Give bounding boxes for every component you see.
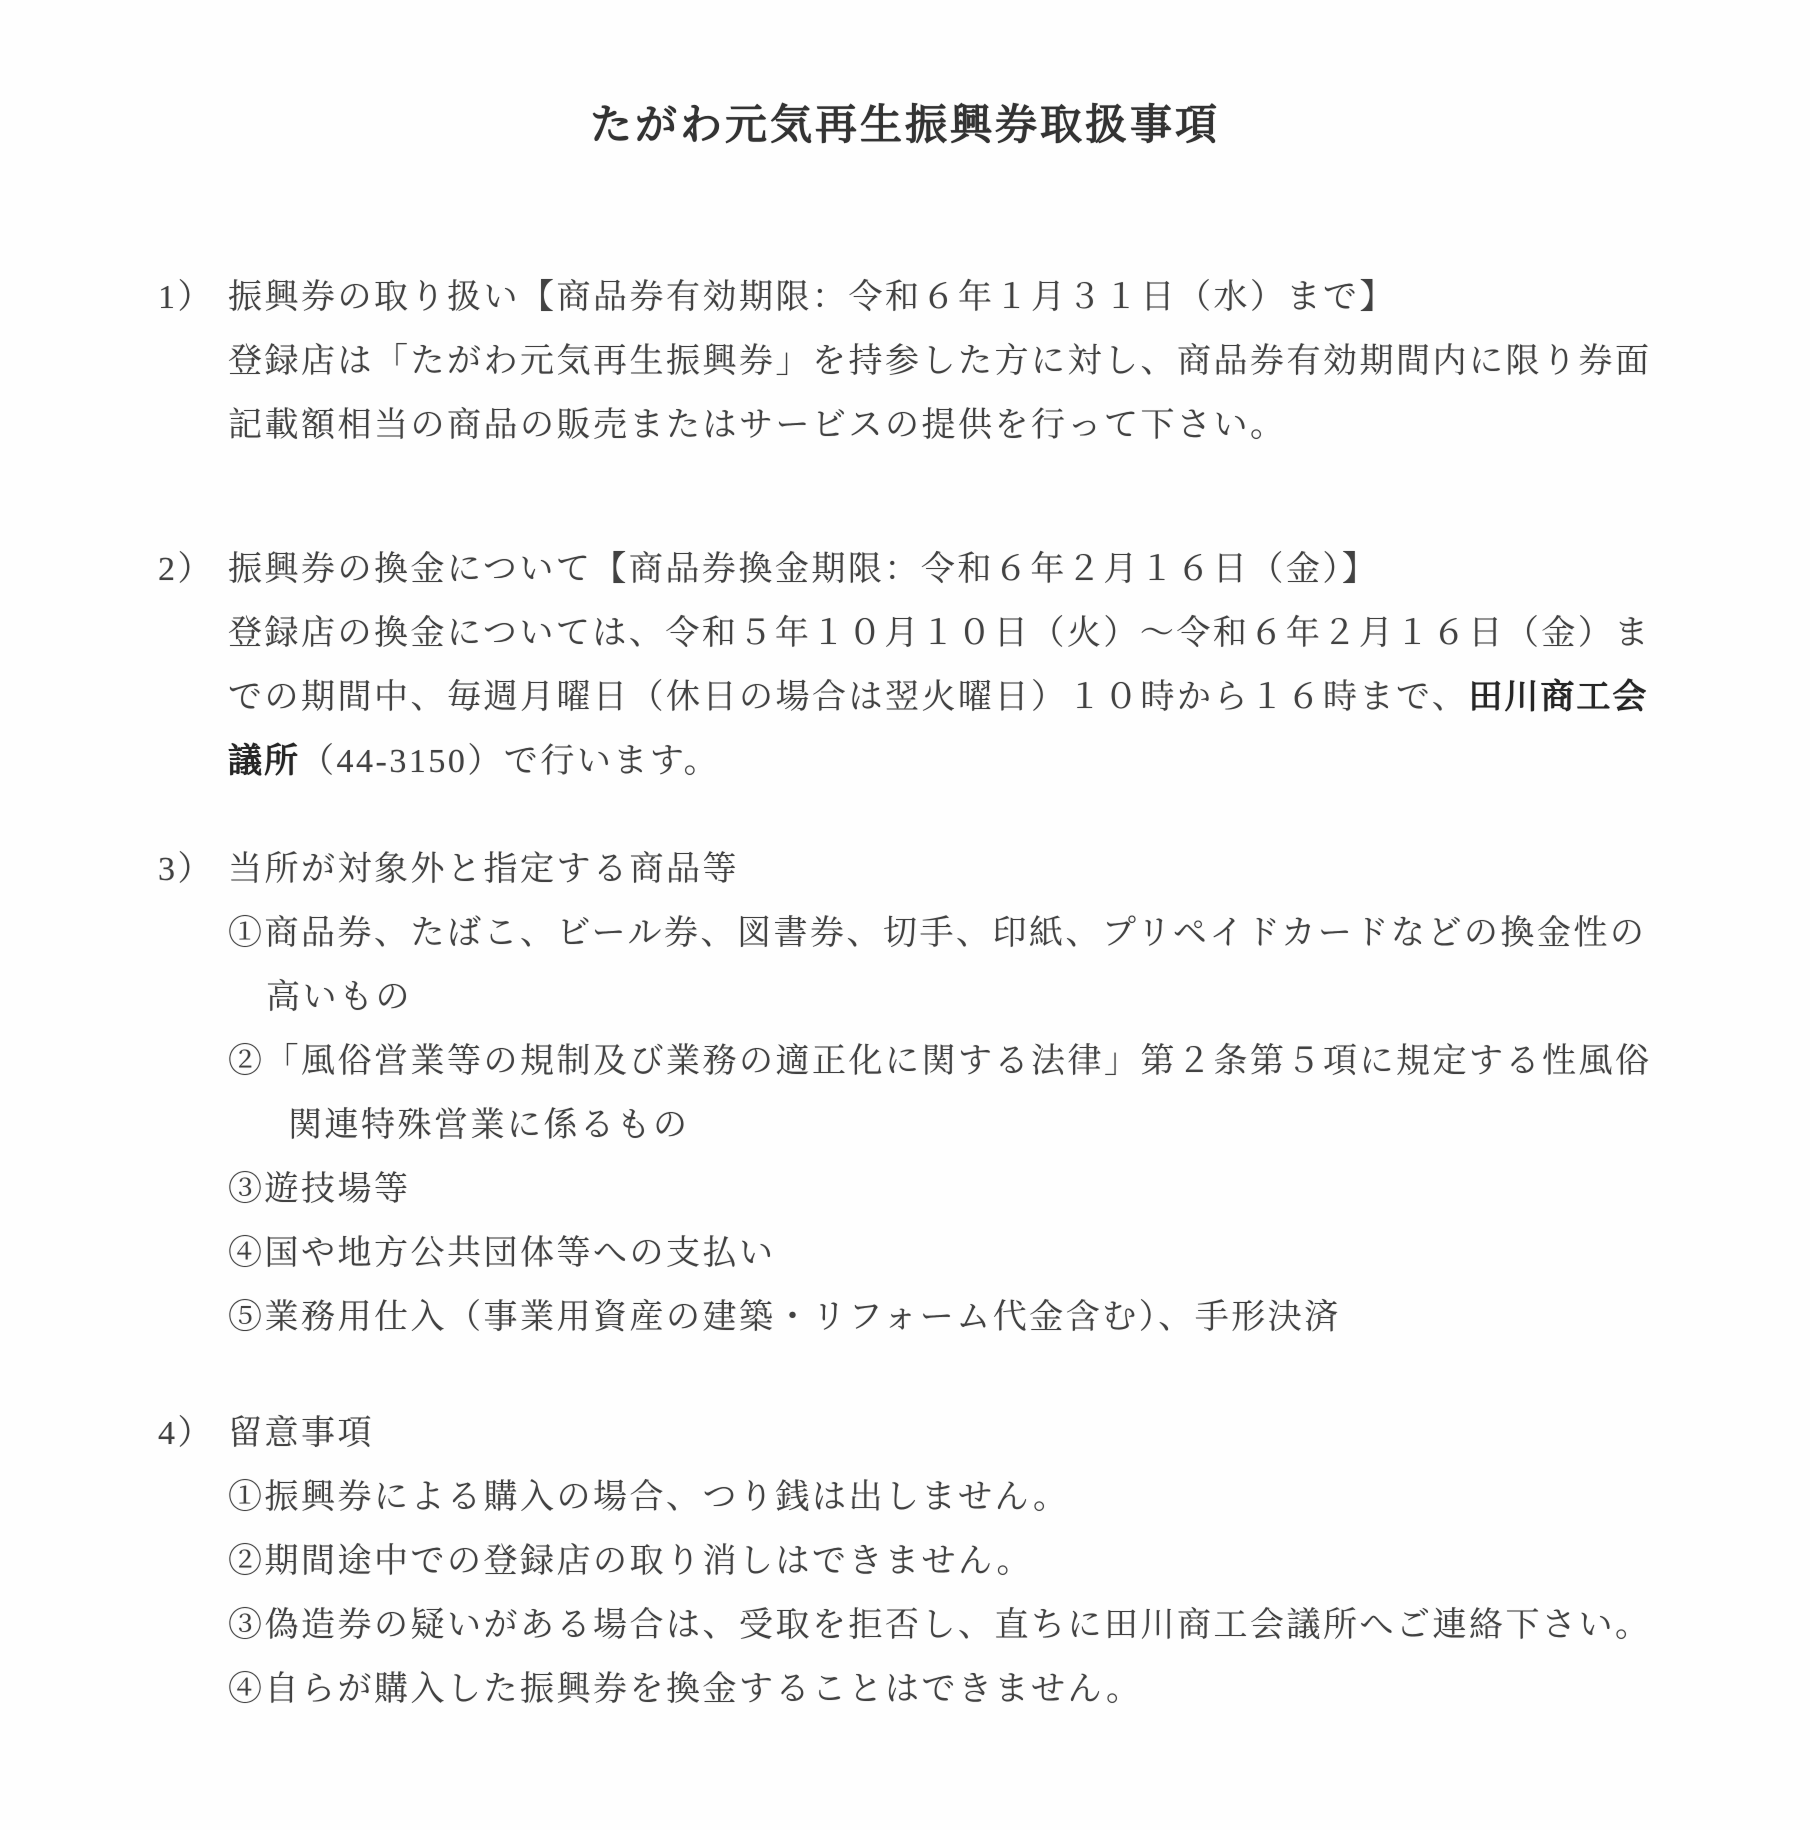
section-2-line2-regular: での期間中、毎週月曜日（休日の場合は翌火曜日）１０時から１６時まで、 bbox=[228, 679, 1469, 716]
note-item-1: ①振興券による購入の場合、つり銭は出しません。 bbox=[228, 1479, 1070, 1516]
section-1-body-line: 記載額相当の商品の販売またはサービスの提供を行って下さい。 bbox=[228, 407, 1287, 444]
section-2-heading bbox=[0, 538, 1810, 602]
section-1-number: 1） bbox=[158, 279, 214, 316]
section-1-body-line: 登録店は「たがわ元気再生振興券」を持参した方に対し、商品券有効期間内に限り券面 bbox=[228, 343, 1652, 380]
section-4-number: 4） bbox=[158, 1415, 214, 1452]
section-3-heading bbox=[0, 838, 1810, 902]
excluded-item-4: ④国や地方公共団体等への支払い bbox=[228, 1235, 776, 1272]
section-voucher-redemption bbox=[0, 538, 1810, 794]
note-item-4: ④自らが購入した振興券を換金することはできません。 bbox=[228, 1671, 1143, 1708]
excluded-item-2: ②「風俗営業等の規制及び業務の適正化に関する法律」第２条第５項に規定する性風俗 bbox=[228, 1043, 1652, 1080]
note-item-3: ③偽造券の疑いがある場合は、受取を拒否し、直ちに田川商工会議所へご連絡下さい。 bbox=[228, 1607, 1652, 1644]
section-2-number: 2） bbox=[158, 551, 214, 588]
section-4-heading-text: 留意事項 bbox=[228, 1415, 374, 1452]
section-2-heading-text: 振興券の換金について【商品券換金期限：令和６年２月１６日（金）】 bbox=[228, 551, 1379, 588]
excluded-item-3: ③遊技場等 bbox=[228, 1171, 411, 1208]
section-3-heading-text: 当所が対象外と指定する商品等 bbox=[228, 851, 739, 888]
section-1-heading bbox=[0, 266, 1810, 330]
section-excluded-items bbox=[0, 838, 1810, 1350]
section-notes bbox=[0, 1402, 1810, 1722]
section-4-heading bbox=[0, 1402, 1810, 1466]
section-2-body-line bbox=[0, 730, 1810, 794]
note-item-2: ②期間途中での登録店の取り消しはできません。 bbox=[228, 1543, 1034, 1580]
section-1-heading-text: 振興券の取り扱い【商品券有効期限：令和６年１月３１日（水）まで】 bbox=[228, 279, 1396, 316]
excluded-item-1: ①商品券、たばこ、ビール券、図書券、切手、印紙、プリペイドカードなどの換金性の bbox=[228, 915, 1647, 952]
document-title: たがわ元気再生振興券取扱事項 bbox=[589, 103, 1220, 149]
section-voucher-handling bbox=[0, 266, 1810, 458]
section-2-line3-regular: （44-3150）で行います。 bbox=[300, 743, 721, 780]
excluded-item-2-continuation: 関連特殊営業に係るもの bbox=[288, 1107, 690, 1144]
chamber-of-commerce-name-part2: 議所 bbox=[228, 743, 300, 780]
chamber-of-commerce-name-part1: 田川商工会 bbox=[1468, 679, 1649, 716]
excluded-item-5: ⑤業務用仕入（事業用資産の建築・リフォーム代金含む）、手形決済 bbox=[228, 1299, 1341, 1336]
excluded-item-1-continuation: 高いもの bbox=[266, 979, 412, 1016]
section-2-body-line: 登録店の換金については、令和５年１０月１０日（火）～令和６年２月１６日（金）ま bbox=[228, 615, 1651, 652]
section-3-number: 3） bbox=[158, 851, 214, 888]
section-2-body-line bbox=[0, 666, 1810, 730]
